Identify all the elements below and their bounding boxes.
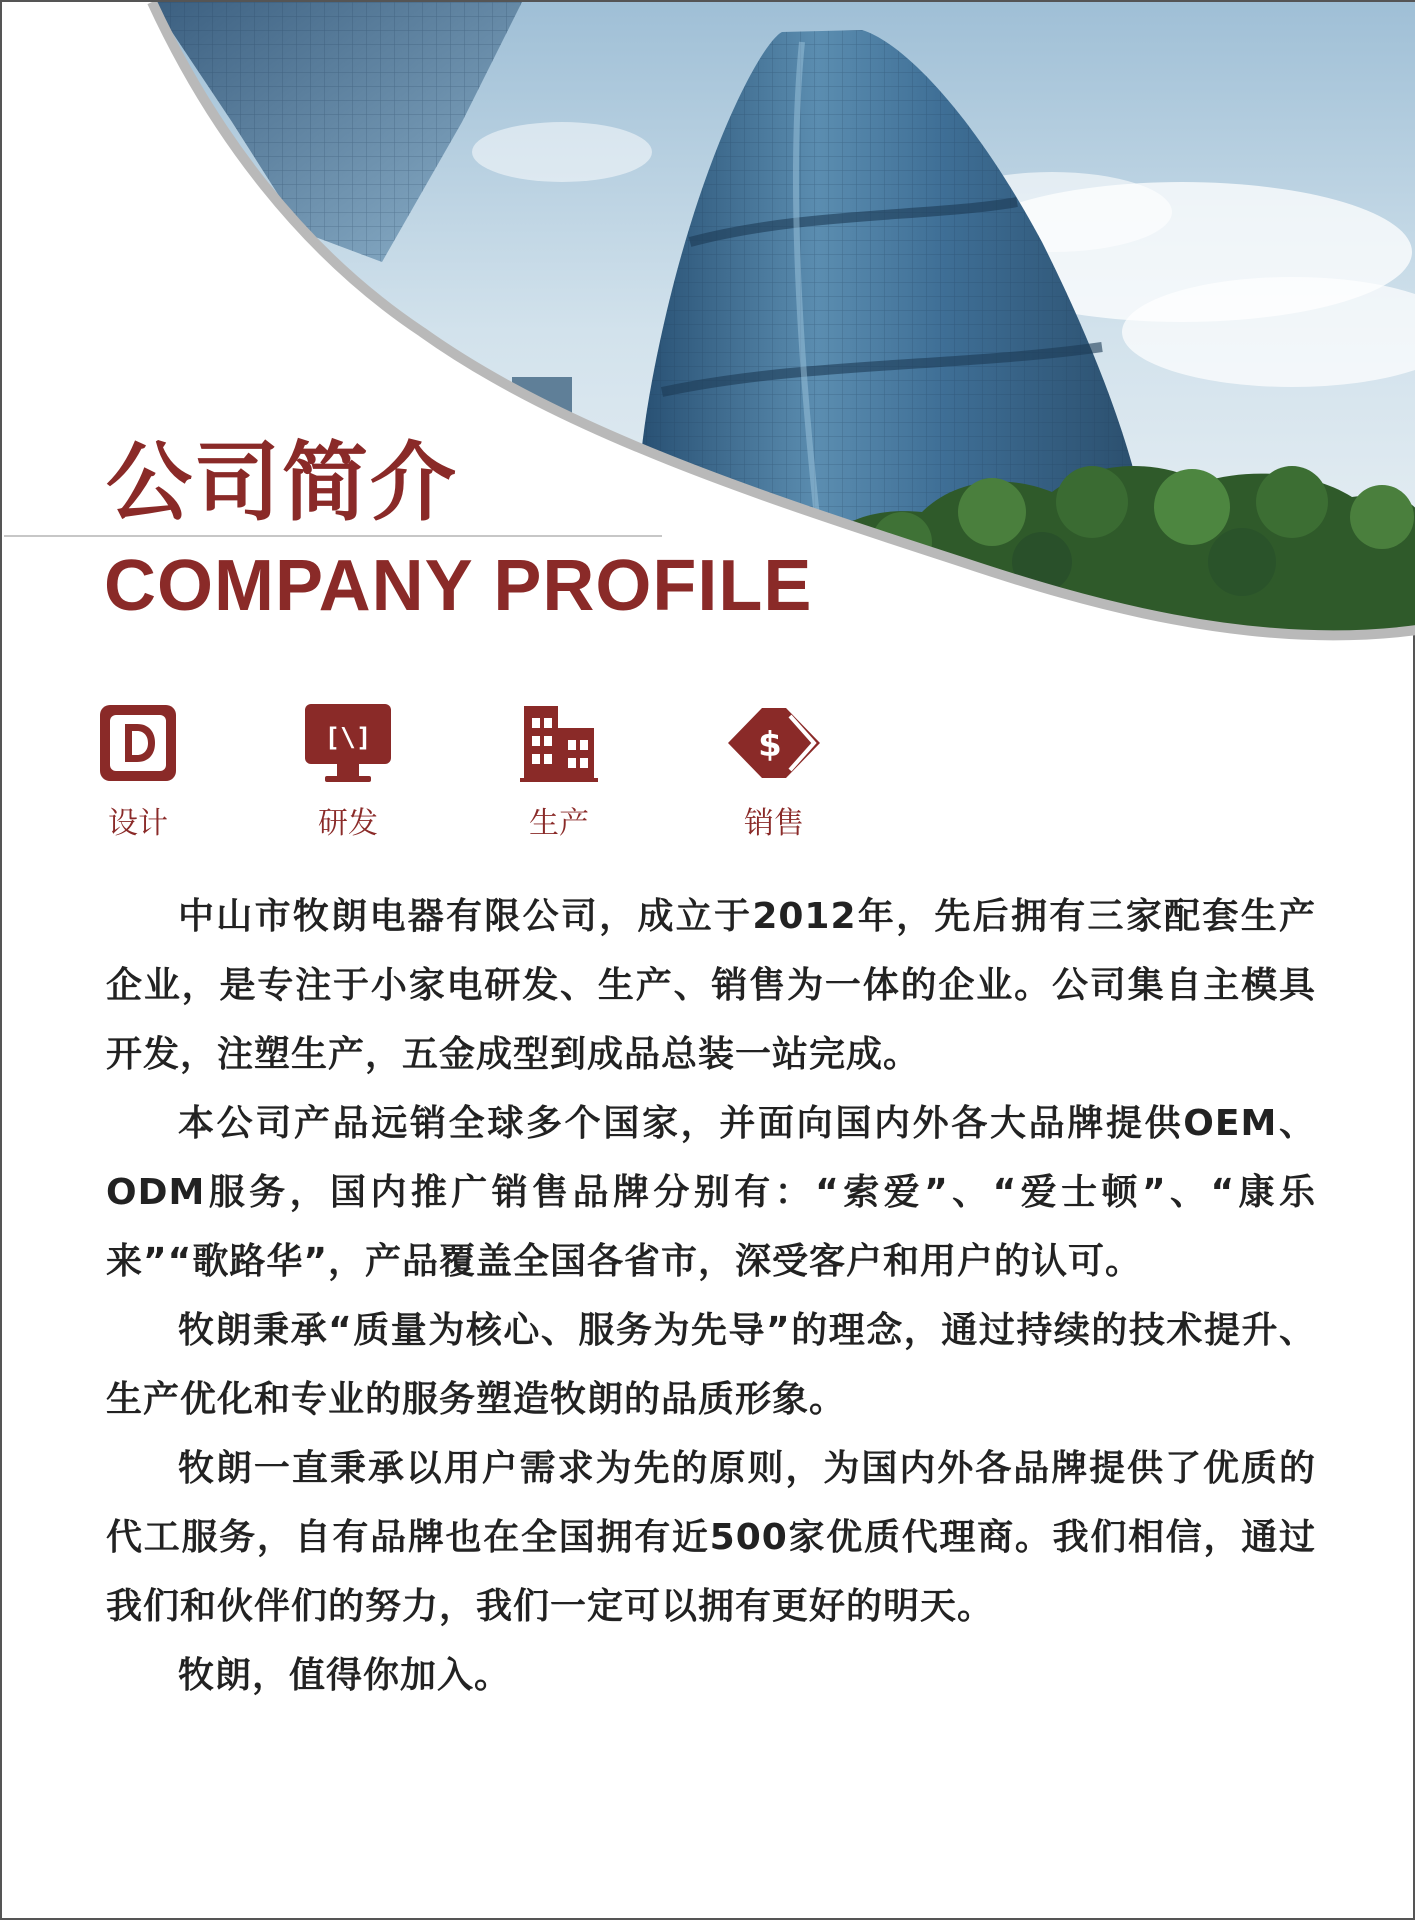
feature-production [499,702,619,842]
svg-text:$: $ [758,725,782,765]
paragraph-intro: 中山市牧朗电器有限公司，成立于2012年，先后拥有三家配套生产企业，是专注于小家电研发、生产、销售为一体的企业。公司集自主模具开发，注塑生产，五金成型到成品总装一站完成。 [106,896,1316,1075]
svg-text:[\]: [\] [324,723,372,753]
page-title-en: COMPANY PROFILE [104,546,813,626]
paragraph-join: 牧朗，值得你加入。 [178,1655,512,1696]
dollar-tag-icon [724,702,824,784]
page-title-cn: 公司简介 [106,433,458,533]
feature-label-production: 生产 [529,806,589,841]
title-divider [4,535,662,537]
feature-label-sales: 销售 [744,806,804,841]
feature-rnd [288,702,408,842]
feature-sales [714,702,834,842]
company-description [106,882,1316,1710]
factory-building-icon [518,702,600,784]
feature-label-rnd: 研发 [318,806,378,841]
monitor-code-icon [303,702,393,784]
paragraph-service: 牧朗一直秉承以用户需求为先的原则，为国内外各品牌提供了优质的代工服务，自有品牌也在全国拥有近500家优质代理商。我们相信，通过我们和伙伴们的努力，我们一定可以拥有更好的明天。 [106,1448,1316,1627]
paragraph-markets: 本公司产品远销全球多个国家，并面向国内外各大品牌提供OEM、ODM服务，国内推广销售品牌分别有：“索爱”、“爱士顿”、“康乐来”“歌路华”，产品覆盖全国各省市，深受客户和用户的认可。 [106,1103,1316,1282]
feature-design [78,702,198,842]
paragraph-philosophy: 牧朗秉承“质量为核心、服务为先导”的理念，通过持续的技术提升、生产优化和专业的服务塑造牧朗的品质形象。 [106,1310,1316,1420]
design-d-icon [97,702,179,784]
feature-label-design: 设计 [108,806,168,841]
